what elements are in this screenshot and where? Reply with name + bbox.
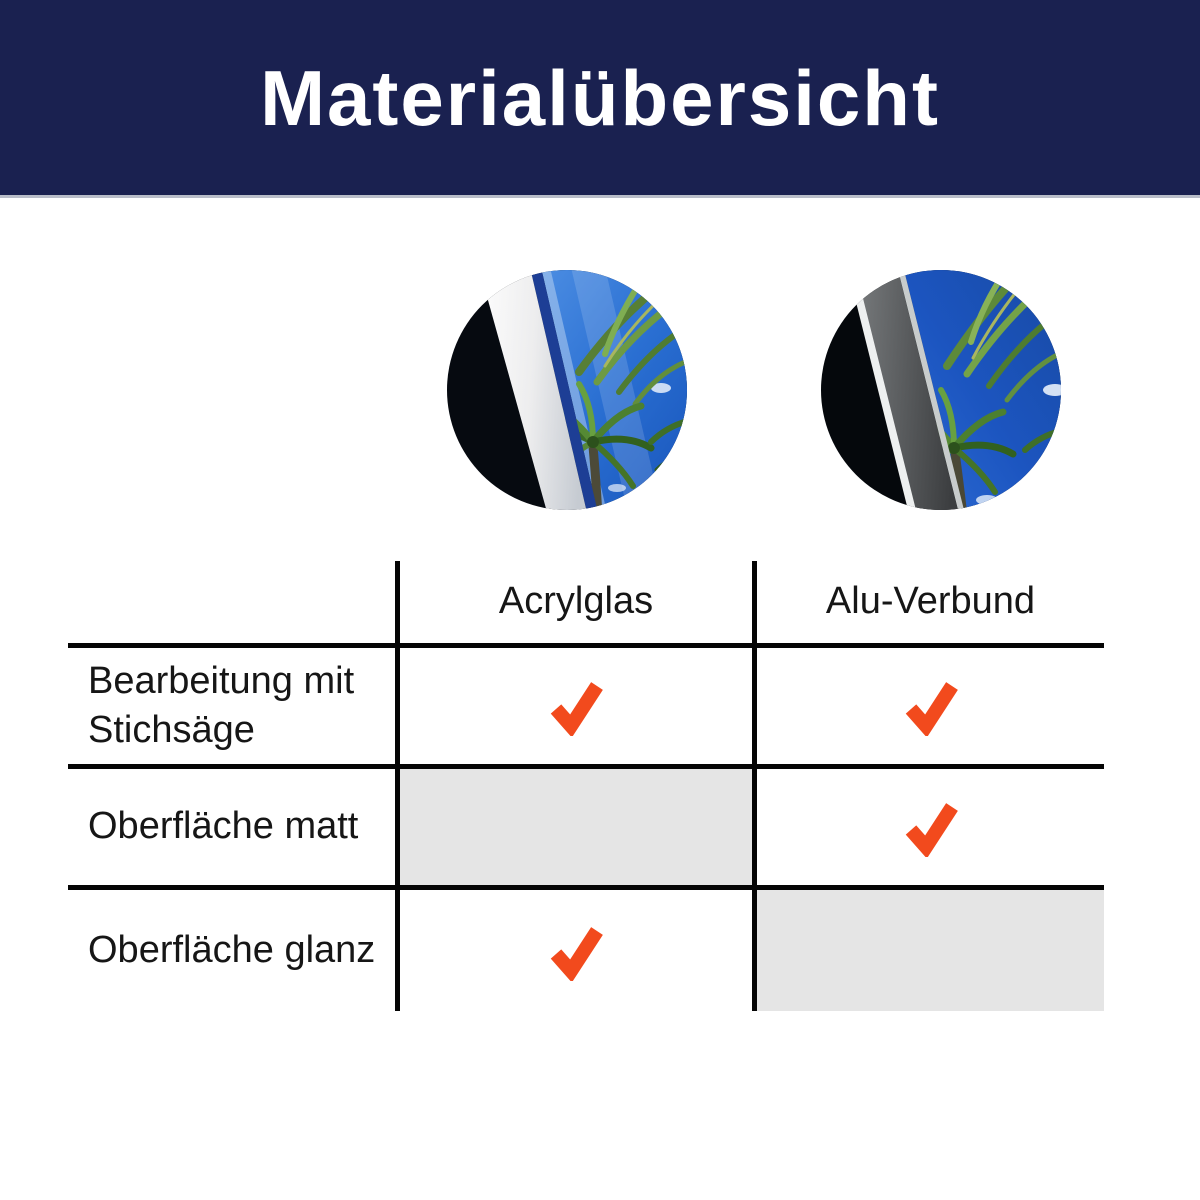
header-band [0, 0, 1200, 198]
acrylglas-sample-photo [447, 270, 687, 510]
material-comparison-table [68, 561, 1104, 1011]
alu-verbund-edge-palm-photo-icon [821, 270, 1061, 510]
table-cell-stichsaege-alu-verbund [752, 643, 1104, 764]
table-cell-glanz-alu-verbund [752, 885, 1104, 1011]
page-title: Materialübersicht [260, 53, 940, 142]
row-label-matt: Oberfläche matt [68, 764, 395, 885]
row-label-glanz: Oberfläche glanz [68, 885, 395, 1011]
check-icon [546, 921, 606, 981]
table-cell-glanz-acrylglas [395, 885, 752, 1011]
table-cell-matt-alu-verbund [752, 764, 1104, 885]
alu-verbund-sample-photo [821, 270, 1061, 510]
column-header-alu-verbund: Alu-Verbund [752, 561, 1104, 643]
acrylglas-edge-palm-photo-icon [447, 270, 687, 510]
row-label-stichsaege: Bearbeitung mit Stichsäge [68, 643, 395, 764]
column-header-acrylglas: Acrylglas [395, 561, 752, 643]
check-icon [901, 797, 961, 857]
table-cell-stichsaege-acrylglas [395, 643, 752, 764]
table-cell-matt-acrylglas [395, 764, 752, 885]
check-icon [901, 676, 961, 736]
table-corner-cell [68, 561, 395, 643]
check-icon [546, 676, 606, 736]
